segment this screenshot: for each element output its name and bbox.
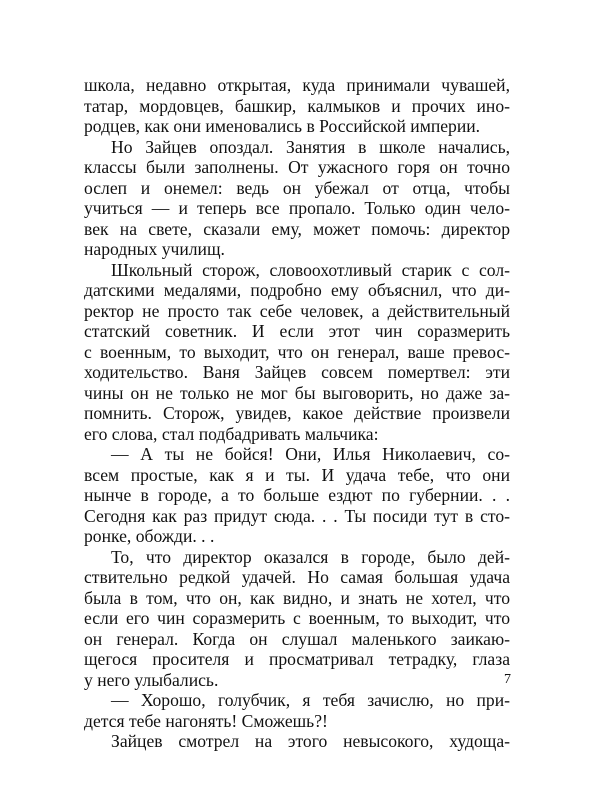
text-line: с военным, то выходит, что он генерал, ваше превос- (84, 341, 510, 362)
text-line: — А ты не бойся! Они, Илья Николаевич, со- (111, 444, 510, 464)
text-line: классы были заполнены. От ужасного горя он точно (84, 157, 510, 177)
text-line: татар, мордовцев, башкир, калмыков и прочих ино- (84, 95, 510, 116)
text-line: всем простые, как я и ты. И удача тебе, что они (84, 464, 510, 485)
body-text (84, 75, 510, 752)
text-line: датскими медалями, подробно ему объяснил, что ди- (84, 280, 510, 300)
text-line: ходительство. Ваня Зайцев совсем помертвел: эти (84, 362, 510, 382)
text-line: То, что директор оказался в городе, было дей- (111, 546, 510, 567)
text-line: если его чин соразмерить с военным, то выходит, что (84, 608, 510, 628)
text-line: была в том, что он, как видно, и знать не хотел, что (84, 587, 510, 608)
text-line: его слова, стал подбадривать мальчика: (84, 423, 379, 444)
text-line: статский советник. И если этот чин соразмерить (84, 321, 510, 341)
page-number: 7 (504, 672, 511, 687)
text-line: помнить. Сторож, увидев, какое действие произвели (84, 403, 510, 423)
text-line: — Хорошо, голубчик, я тебя зачислю, но при- (111, 690, 510, 710)
text-line: родцев, как они именовались в Российской империи. (84, 116, 481, 136)
text-line: он генерал. Когда он слушал маленького заикаю- (84, 628, 510, 649)
text-line: народных училищ. (84, 239, 225, 259)
text-line: Сегодня как раз придут сюда. . . Ты посиди тут в сто- (84, 505, 510, 526)
text-line: век на свете, сказали ему, может помочь: директор (84, 218, 510, 239)
text-line: Школьный сторож, словоохотливый старик с сол- (111, 259, 510, 280)
text-line: школа, недавно открытая, куда принимали чувашей, (84, 75, 510, 95)
text-line: дется тебе нагонять! Сможешь?! (84, 710, 328, 731)
text-line: щегося просителя и просматривал тетрадку, глаза (84, 649, 510, 669)
text-line: нынче в городе, а то больше ездют по губернии. . . (84, 485, 510, 505)
text-line: ослеп и онемел: ведь он убежал от отца, чтобы (84, 177, 510, 198)
text-line: Зайцев смотрел на этого невысокого, худоща- (111, 731, 510, 751)
text-line: ствительно редкой удачей. Но самая большая удача (84, 567, 510, 587)
text-line: учиться — и теперь все пропало. Только один чело- (84, 198, 510, 218)
text-line: ронке, обожди. . . (84, 526, 215, 546)
text-line: у него улыбались. (84, 669, 219, 690)
text-line: ректор не просто так себе человек, а действительный (84, 300, 510, 321)
text-line: Но Зайцев опоздал. Занятия в школе начались, (111, 136, 510, 157)
text-line: чины он не только не мог бы выговорить, но даже за- (84, 382, 510, 403)
